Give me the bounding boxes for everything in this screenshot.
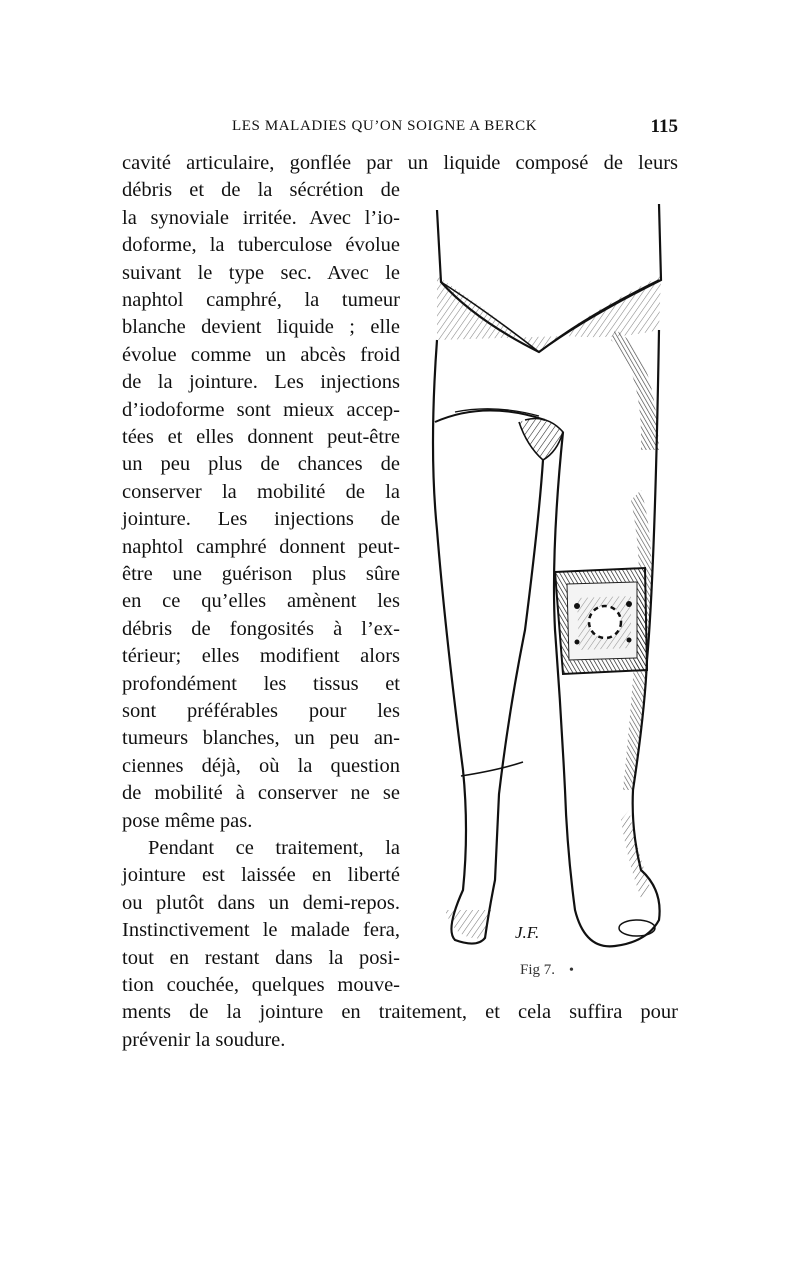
text-line: Pendant ce traitement, la	[148, 837, 400, 859]
text-line: en ce qu’elles amènent les	[122, 590, 400, 613]
text-line: débris de fongosités à l’ex-	[122, 617, 400, 640]
text-line: Instinctivement le malade fera,	[122, 919, 400, 942]
text-line: naphtol camphré, la tumeur	[122, 289, 400, 311]
running-head	[232, 118, 678, 140]
text-line: évolue comme un abcès froid	[122, 343, 400, 366]
engraver-signature: J.F.	[515, 923, 540, 942]
figure-caption-text: Fig 7.	[520, 962, 556, 978]
text-line: être une guérison plus sûre	[122, 563, 400, 585]
text-line: prévenir la soudure.	[122, 1028, 286, 1051]
groin-detail	[519, 419, 563, 461]
text-line: naphtol camphré donnent peut-	[122, 535, 400, 558]
text-line: tumeurs blanches, un peu an-	[122, 727, 400, 750]
text-line: blanche devient liquide ; elle	[122, 316, 400, 339]
legs-engraving	[415, 190, 675, 962]
text-line: un peu plus de chances de	[122, 453, 400, 476]
text-line: d’iodoforme sont mieux accep-	[122, 398, 400, 421]
text-line: débris et de la sécrétion de	[122, 179, 400, 202]
text-line: de la jointure. Les injections	[122, 371, 400, 394]
text-line: doforme, la tuberculose évolue	[122, 234, 400, 257]
text-line: pose même pas.	[122, 809, 253, 832]
caption-mark: •	[569, 963, 574, 978]
text-line: profondément les tissus et	[122, 672, 400, 695]
right-toe	[619, 920, 655, 936]
text-line: tout en restant dans la posi-	[122, 946, 400, 969]
text-line: ments de la jointure en traitement, et cela suffira pour	[122, 1001, 678, 1024]
figure-caption	[520, 962, 630, 979]
text-line: jointure. Les injections de	[122, 508, 400, 531]
text-line: sont préférables pour les	[122, 700, 400, 722]
running-head-title: LES MALADIES QU’ON SOIGNE A BERCK	[232, 118, 538, 134]
page-number: 115	[650, 116, 678, 137]
text-line: tées et elles donnent peut-être	[122, 426, 400, 448]
figure-legs-illustration	[415, 190, 675, 962]
text-line: ciennes déjà, où la question	[122, 754, 400, 777]
text-line: ou plutôt dans un demi-repos.	[122, 891, 400, 914]
text-line: conserver la mobilité de la	[122, 480, 400, 503]
text-line: la synoviale irritée. Avec l’io-	[122, 206, 400, 229]
text-line: jointure est laissée en liberté	[122, 864, 400, 887]
text-line: tion couchée, quelques mouve-	[122, 974, 400, 996]
left-stocking-top	[461, 762, 523, 776]
text-line: cavité articulaire, gonflée par un liquide composé de leurs	[122, 152, 678, 174]
text-line: térieur; elles modifient alors	[122, 645, 400, 668]
text-line: de mobilité à conserver ne se	[122, 782, 400, 805]
text-line: suivant le type sec. Avec le	[122, 261, 400, 284]
knee-opening	[589, 606, 621, 638]
